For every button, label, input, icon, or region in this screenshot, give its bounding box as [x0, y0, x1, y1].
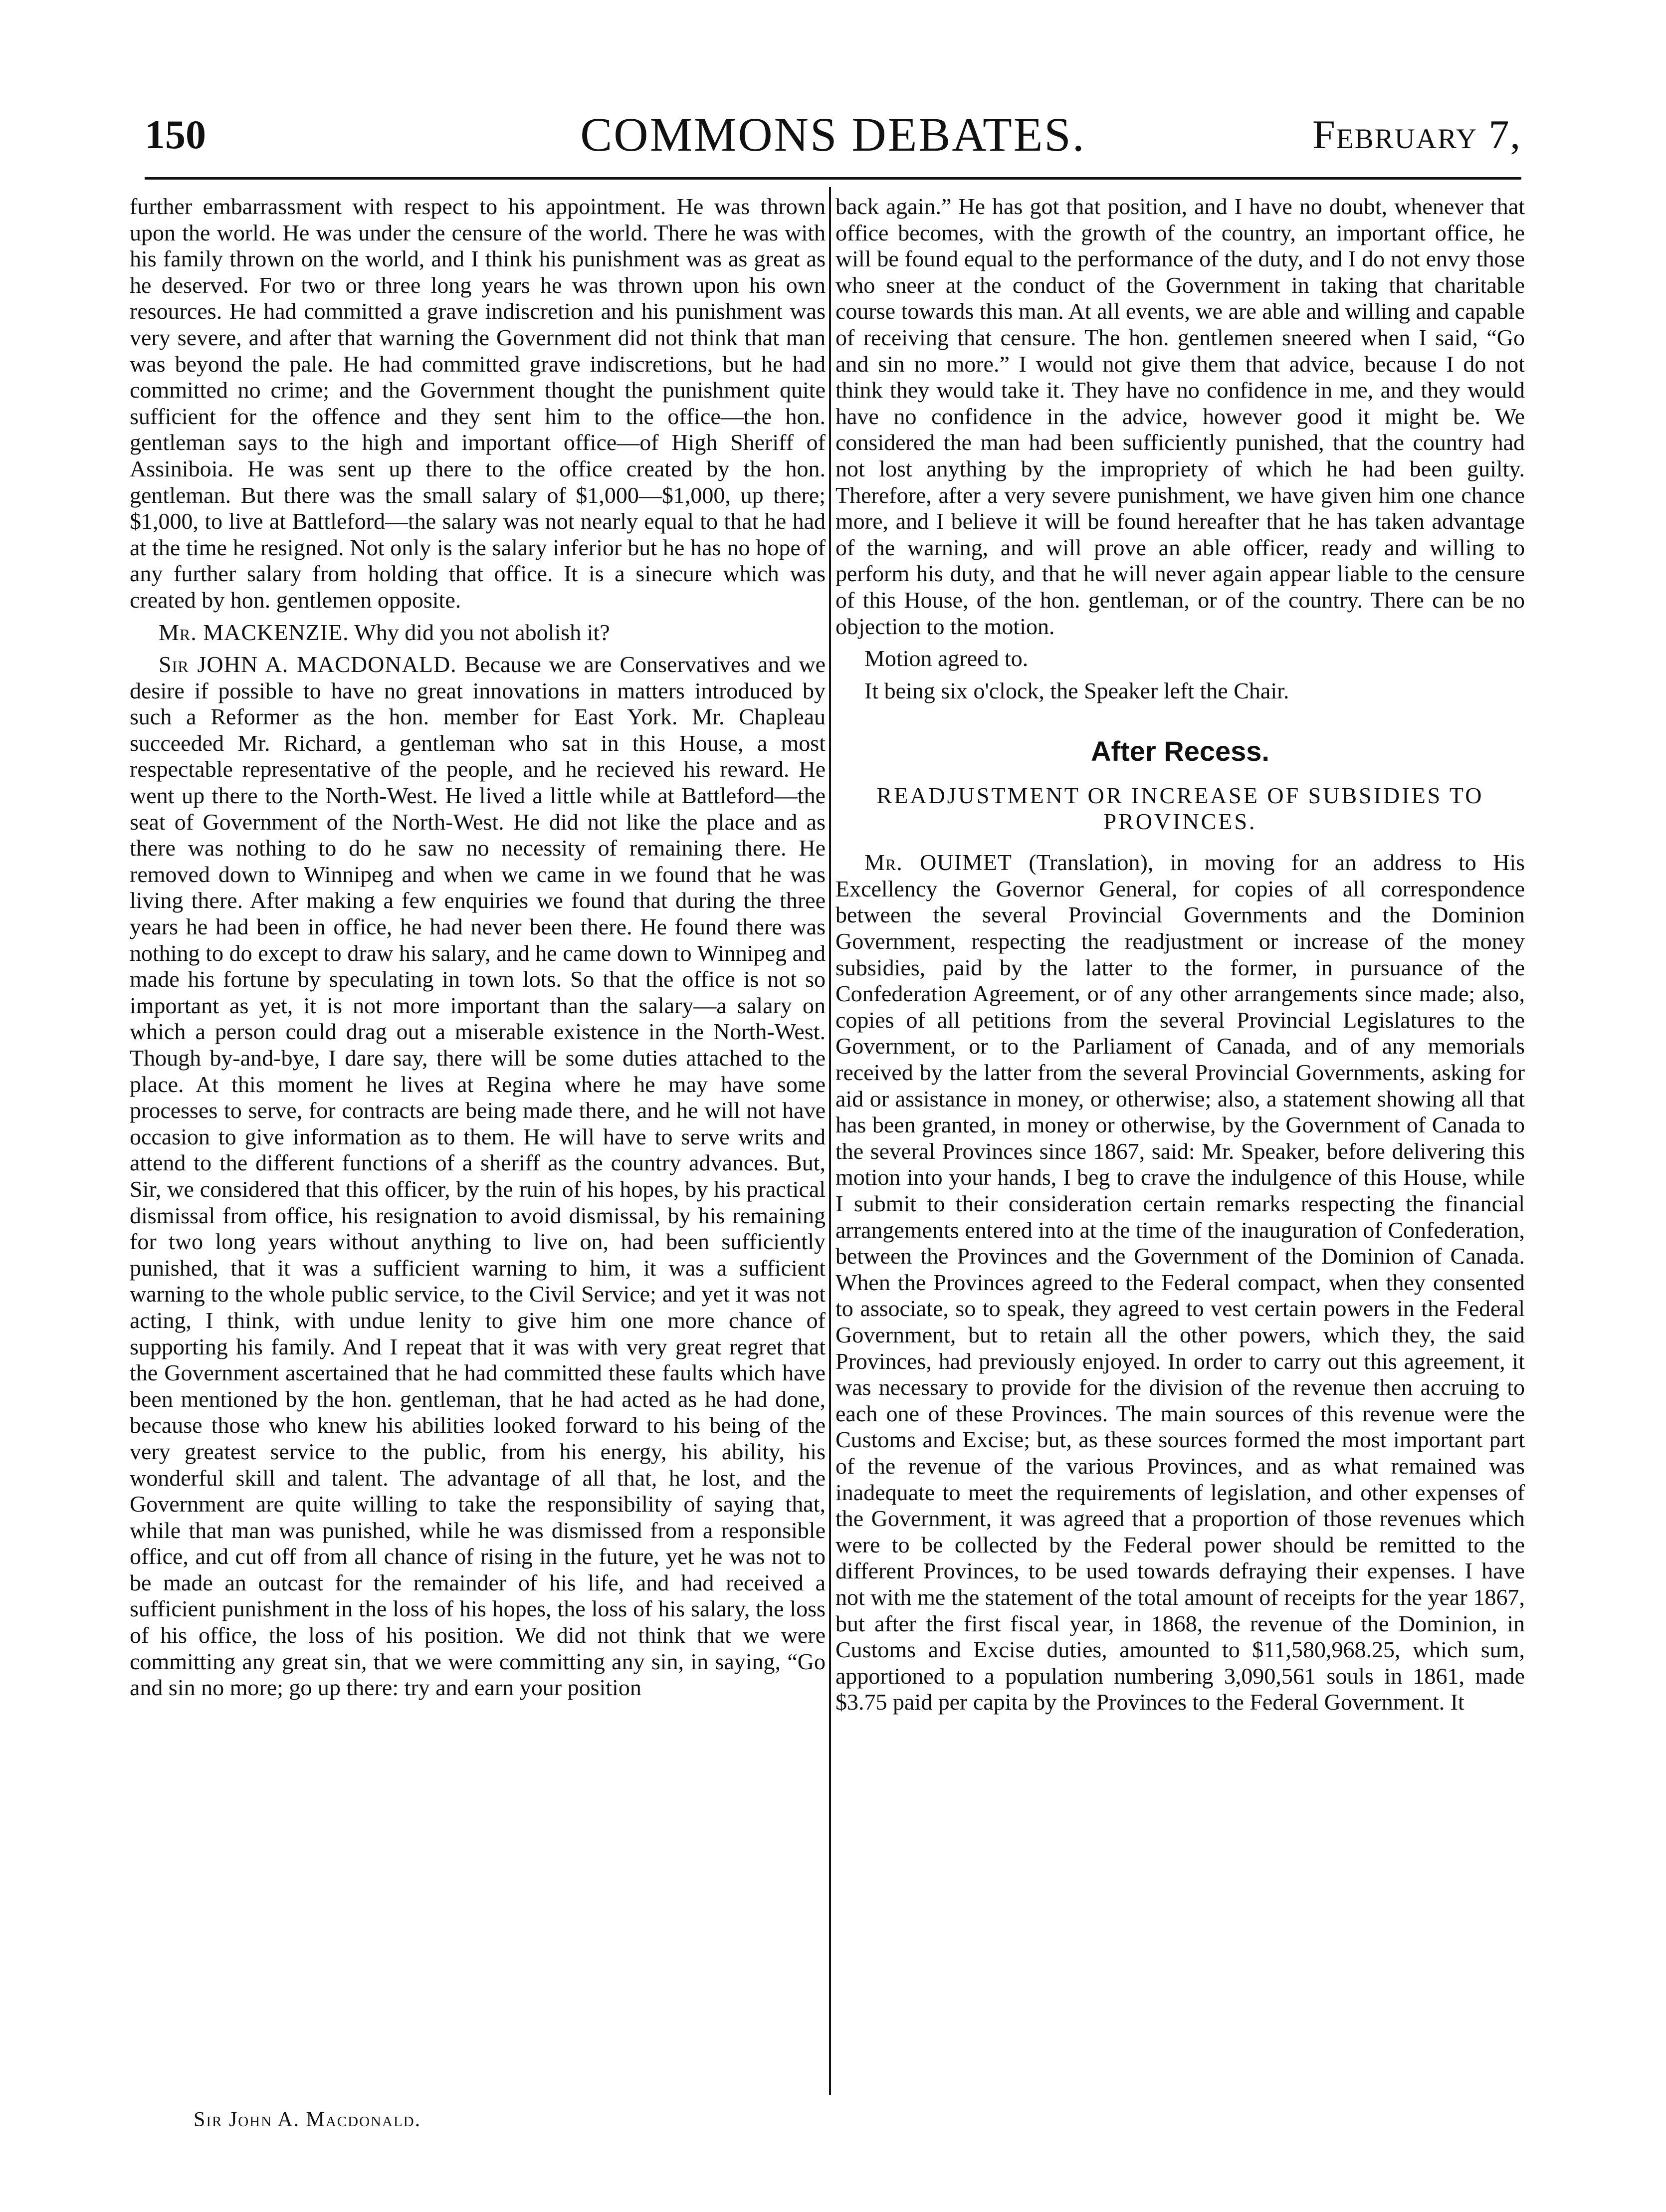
publication-title: COMMONS DEBATES.	[580, 108, 1086, 161]
left-column	[130, 194, 826, 1701]
speaker-name: Mr. MACKENZIE.	[159, 619, 349, 645]
right-column	[835, 194, 1525, 1716]
running-footer: Sir John A. Macdonald.	[194, 2108, 421, 2131]
page-number: 150	[145, 112, 206, 157]
speaker-name: Mr. OUIMET	[864, 850, 1012, 876]
speech-ouimet	[835, 850, 1525, 1716]
speech-macdonald	[130, 652, 826, 1701]
speech-text: Because we are Conservatives and we desire if possible to have no great innovations in matters introduced by such a Reformer as the hon. member for East York. Mr. Chapleau succeeded Mr. Richard, a gentleman who sat in this House, a most respectable representative of the people, and he recieved his reward. He went up there to the North-West. He lived a little while at Battleford—the seat of Government of the North-West. He did not like the place and as there was nothing to do he saw no necessity of remaining there. He removed down to Winnipeg and when we came in we found that he was living there. After making a few enquiries we found that during the three years he had been in office, he had never been there. He found there was nothing to do except to draw his salary, and he came down to Winnipeg and made his fortune by speculating in town lots. So that the office is not so important as yet, it is not more important than the salary—a salary on which a person could drag out a miserable existence in the North-West. Though by-and-bye, I dare say, there will be some duties attached to the place. At this moment he lives at Regina where he may have some processes to serve, for contracts are being made there, and he will not have occasion to give information as to them. He will have to serve writs and attend to the different functions of a sheriff as the country advances. But, Sir, we considered that this officer, by the ruin of his hopes, by his practical dismissal from office, his resignation to avoid dismissal, by his remaining for two long years without anything to live on, had been sufficiently punished, that it was a sufficient warning to him, it was a sufficient warning to the whole public service, to the Civil Service; and yet it was not acting, I think, with undue lenity to give him one more chance of supporting his family. And I repeat that it was with very great regret that the Government ascertained that he had committed these faults which have been mentioned by the hon. gentleman, that he had acted as he had done, because those who knew his abilities looked forward to his being of the very greatest service to the public, from his energy, his ability, his wonderful skill and talent. The advantage of all that, he lost, and the Government are quite willing to take the responsibility of saying that, while that man was punished, while he was dismissed from a responsible office, and cut off from all chance of rising in the future, yet he was not to be made an outcast for the remainder of his life, and had received a sufficient punishment in the loss of his hopes, the loss of his salary, the loss of his office, the loss of his position. We did not think that we were committing any great sin, that we were committing any sin, in saying, “Go and sin no more; go up there: try and earn your position	[130, 652, 826, 1701]
page-header	[145, 107, 1521, 167]
subsection-heading: READJUSTMENT OR INCREASE OF SUBSIDIES TO PROVINCES.	[876, 783, 1484, 835]
motion-result: Motion agreed to.	[864, 646, 1029, 671]
speaker-name: Sir JOHN A. MACDONALD.	[159, 652, 457, 677]
header-rule	[145, 177, 1521, 180]
column-divider	[829, 187, 831, 2095]
speech-mackenzie	[130, 620, 826, 646]
speech-text: Why did you not abolish it?	[354, 619, 610, 645]
paragraph-continued: back again.” He has got that position, and I have no doubt, whenever that office becomes, with the growth of the country, an important office, he will be found equal to the performance of the duty, and I do not envy those who sneer at the conduct of the Government in taking that charitable course towards this man. At all events, we are able and willing and capable of receiving that censure. The hon. gentlemen sneered when I said, “Go and sin no more.” I would not give them that advice, because I do not think they would take it. They have no confidence in me, and they would have no confidence in the advice, however good it might be. We considered the man had been sufficiently punished, that the country had not lost anything by the impropriety of which he had been guilty. Therefore, after a very severe punishment, we have given him one chance more, and I believe it will be found hereafter that he has taken advantage of the warning, and will prove an able officer, ready and willing to perform his duty, and that he will never again appear liable to the censure of this House, of the hon. gentleman, or of the country. There can be no objection to the motion.	[835, 194, 1525, 639]
speech-text: (Translation), in moving for an address to His Excellency the Governor General, for copies of all correspondence between the several Provincial Governments and the Dominion Government, respecting the readjustment or increase of the money subsidies, paid by the latter to the former, in pursuance of the Confederation Agreement, or of any other arrangements since made; also, copies of all petitions from the several Provincial Legislatures to the Government, or to the Parliament of Canada, and of any memorials received by the latter from the several Provincial Governments, asking for aid or assistance in money, or otherwise; also, a statement showing all that has been granted, in money or otherwise, by the Government of Canada to the several Provinces since 1867, said: Mr. Speaker, before delivering this motion into your hands, I beg to crave the indulgence of this House, while I submit to their consideration certain remarks respecting the financial arrangements entered into at the time of the inauguration of Confederation, between the Provinces and the Government of the Dominion of Canada. When the Provinces agreed to the Federal compact, when they consented to associate, so to speak, they agreed to vest certain powers in the Federal Government, but to retain all the other powers, which they, the said Provinces, had previously enjoyed. In order to carry out this agreement, it was necessary to provide for the division of the revenue then accruing to each one of these Provinces. The main sources of this revenue were the Customs and Excise; but, as these sources formed the most important part of the revenue of the various Provinces, and as what remained was inadequate to meet the requirements of legislation, and other expenses of the Government, it was agreed that a proportion of those revenues which were to be collected by the Federal power should be remitted to the different Provinces, to be used towards defraying their expenses. I have not with me the statement of the total amount of receipts for the year 1867, but after the first fiscal year, in 1868, the revenue of the Dominion, in Customs and Excise duties, amounted to $11,580,968.25, which sum, apportioned to a population numbering 3,090,561 souls in 1861, made $3.75 paid per capita by the Provinces to the Federal Government. It	[835, 850, 1525, 1715]
recess-note: It being six o'clock, the Speaker left the Chair.	[864, 677, 1289, 703]
paragraph-continued: further embarrassment with respect to his appointment. He was thrown upon the world. He was under the censure of the world. There he was with his family thrown on the world, and I think his punishment was as great as he deserved. For two or three long years he was thrown upon his own resources. He had committed a grave indiscretion and his punishment was very severe, and after that warning the Government did not think that man was beyond the pale. He had committed grave indiscretions, but he had committed no crime; and the Government thought the punishment quite sufficient for the offence and they sent him to the office—the hon. gentleman says to the high and important office—of High Sheriff of Assiniboia. He was sent up there to the office created by the hon. gentleman. But there was the small salary of $1,000—$1,000, up there; $1,000, to live at Battleford—the salary was not nearly equal to that he had at the time he resigned. Not only is the salary inferior but he has no hope of any further salary from holding that office. It is a sinecure which was created by hon. gentlemen opposite.	[130, 194, 826, 613]
page-date: February 7,	[1312, 112, 1521, 157]
section-heading: After Recess.	[1091, 735, 1269, 767]
